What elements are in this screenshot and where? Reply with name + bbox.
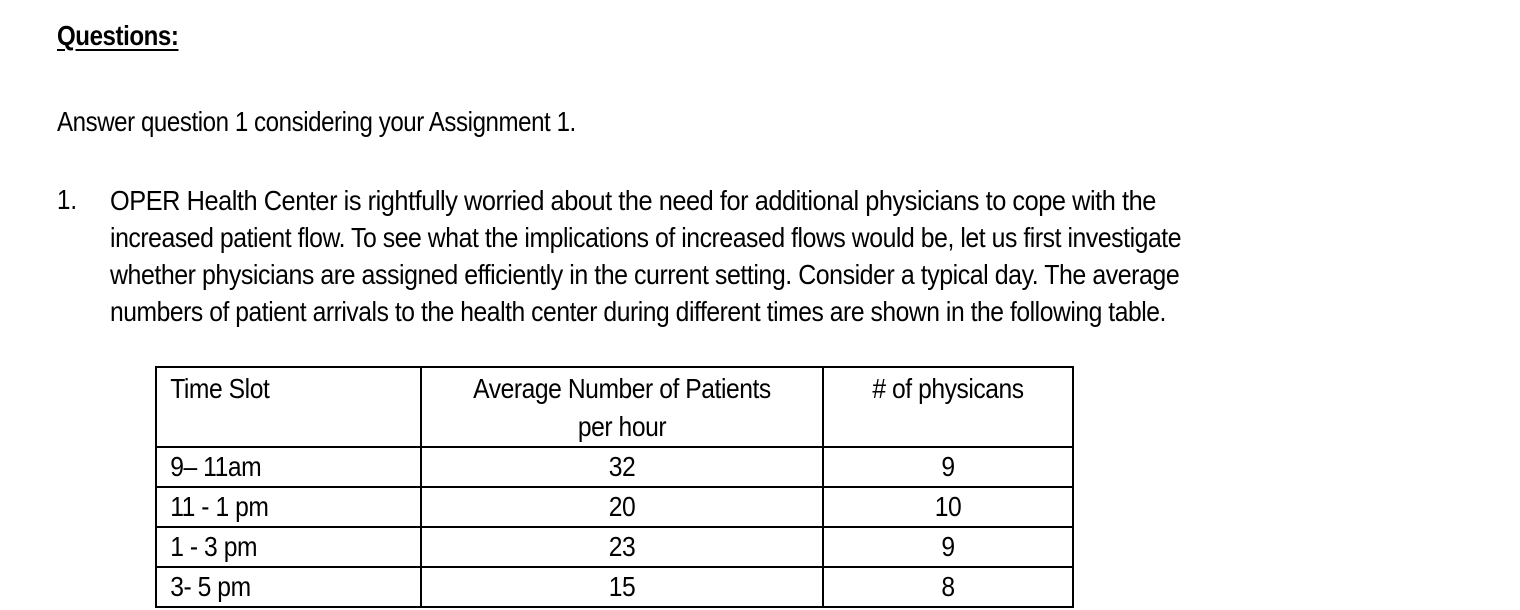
- header-physicians: # of physicans: [823, 367, 1073, 447]
- time-slot-cell: 1 - 3 pm: [156, 527, 421, 567]
- table-header-row: [156, 367, 1073, 447]
- question-line: increased patient flow. To see what the implications of increased flows would be, let us first investigate: [110, 222, 1182, 253]
- time-slot-cell: 9– 11am: [156, 447, 421, 487]
- physicians-cell: 9: [823, 527, 1073, 567]
- header-time-slot: Time Slot: [156, 367, 421, 447]
- intro-text: Answer question 1 considering your Assignment 1.: [57, 106, 576, 137]
- question-text: [110, 184, 1320, 332]
- table-row: [156, 487, 1073, 527]
- question-line: OPER Health Center is rightfully worried about the need for additional physicians to cope with the: [110, 185, 1156, 216]
- patients-cell: 15: [421, 567, 823, 607]
- question-number: 1.: [57, 184, 78, 215]
- arrivals-table: [155, 366, 1074, 608]
- table-row: [156, 447, 1073, 487]
- time-slot-cell: 11 - 1 pm: [156, 487, 421, 527]
- patients-cell: 20: [421, 487, 823, 527]
- time-slot-cell: 3- 5 pm: [156, 567, 421, 607]
- physicians-cell: 10: [823, 487, 1073, 527]
- patients-cell: 32: [421, 447, 823, 487]
- questions-heading: Questions:: [57, 20, 179, 51]
- patients-cell: 23: [421, 527, 823, 567]
- question-line: numbers of patient arrivals to the health center during different times are shown in the following table.: [110, 296, 1166, 327]
- question-line: whether physicians are assigned efficiently in the current setting. Consider a typical day. The average: [110, 259, 1180, 290]
- header-average-patients: Average Number of Patients per hour: [421, 367, 823, 447]
- table-row: [156, 567, 1073, 607]
- physicians-cell: 8: [823, 567, 1073, 607]
- table-row: [156, 527, 1073, 567]
- physicians-cell: 9: [823, 447, 1073, 487]
